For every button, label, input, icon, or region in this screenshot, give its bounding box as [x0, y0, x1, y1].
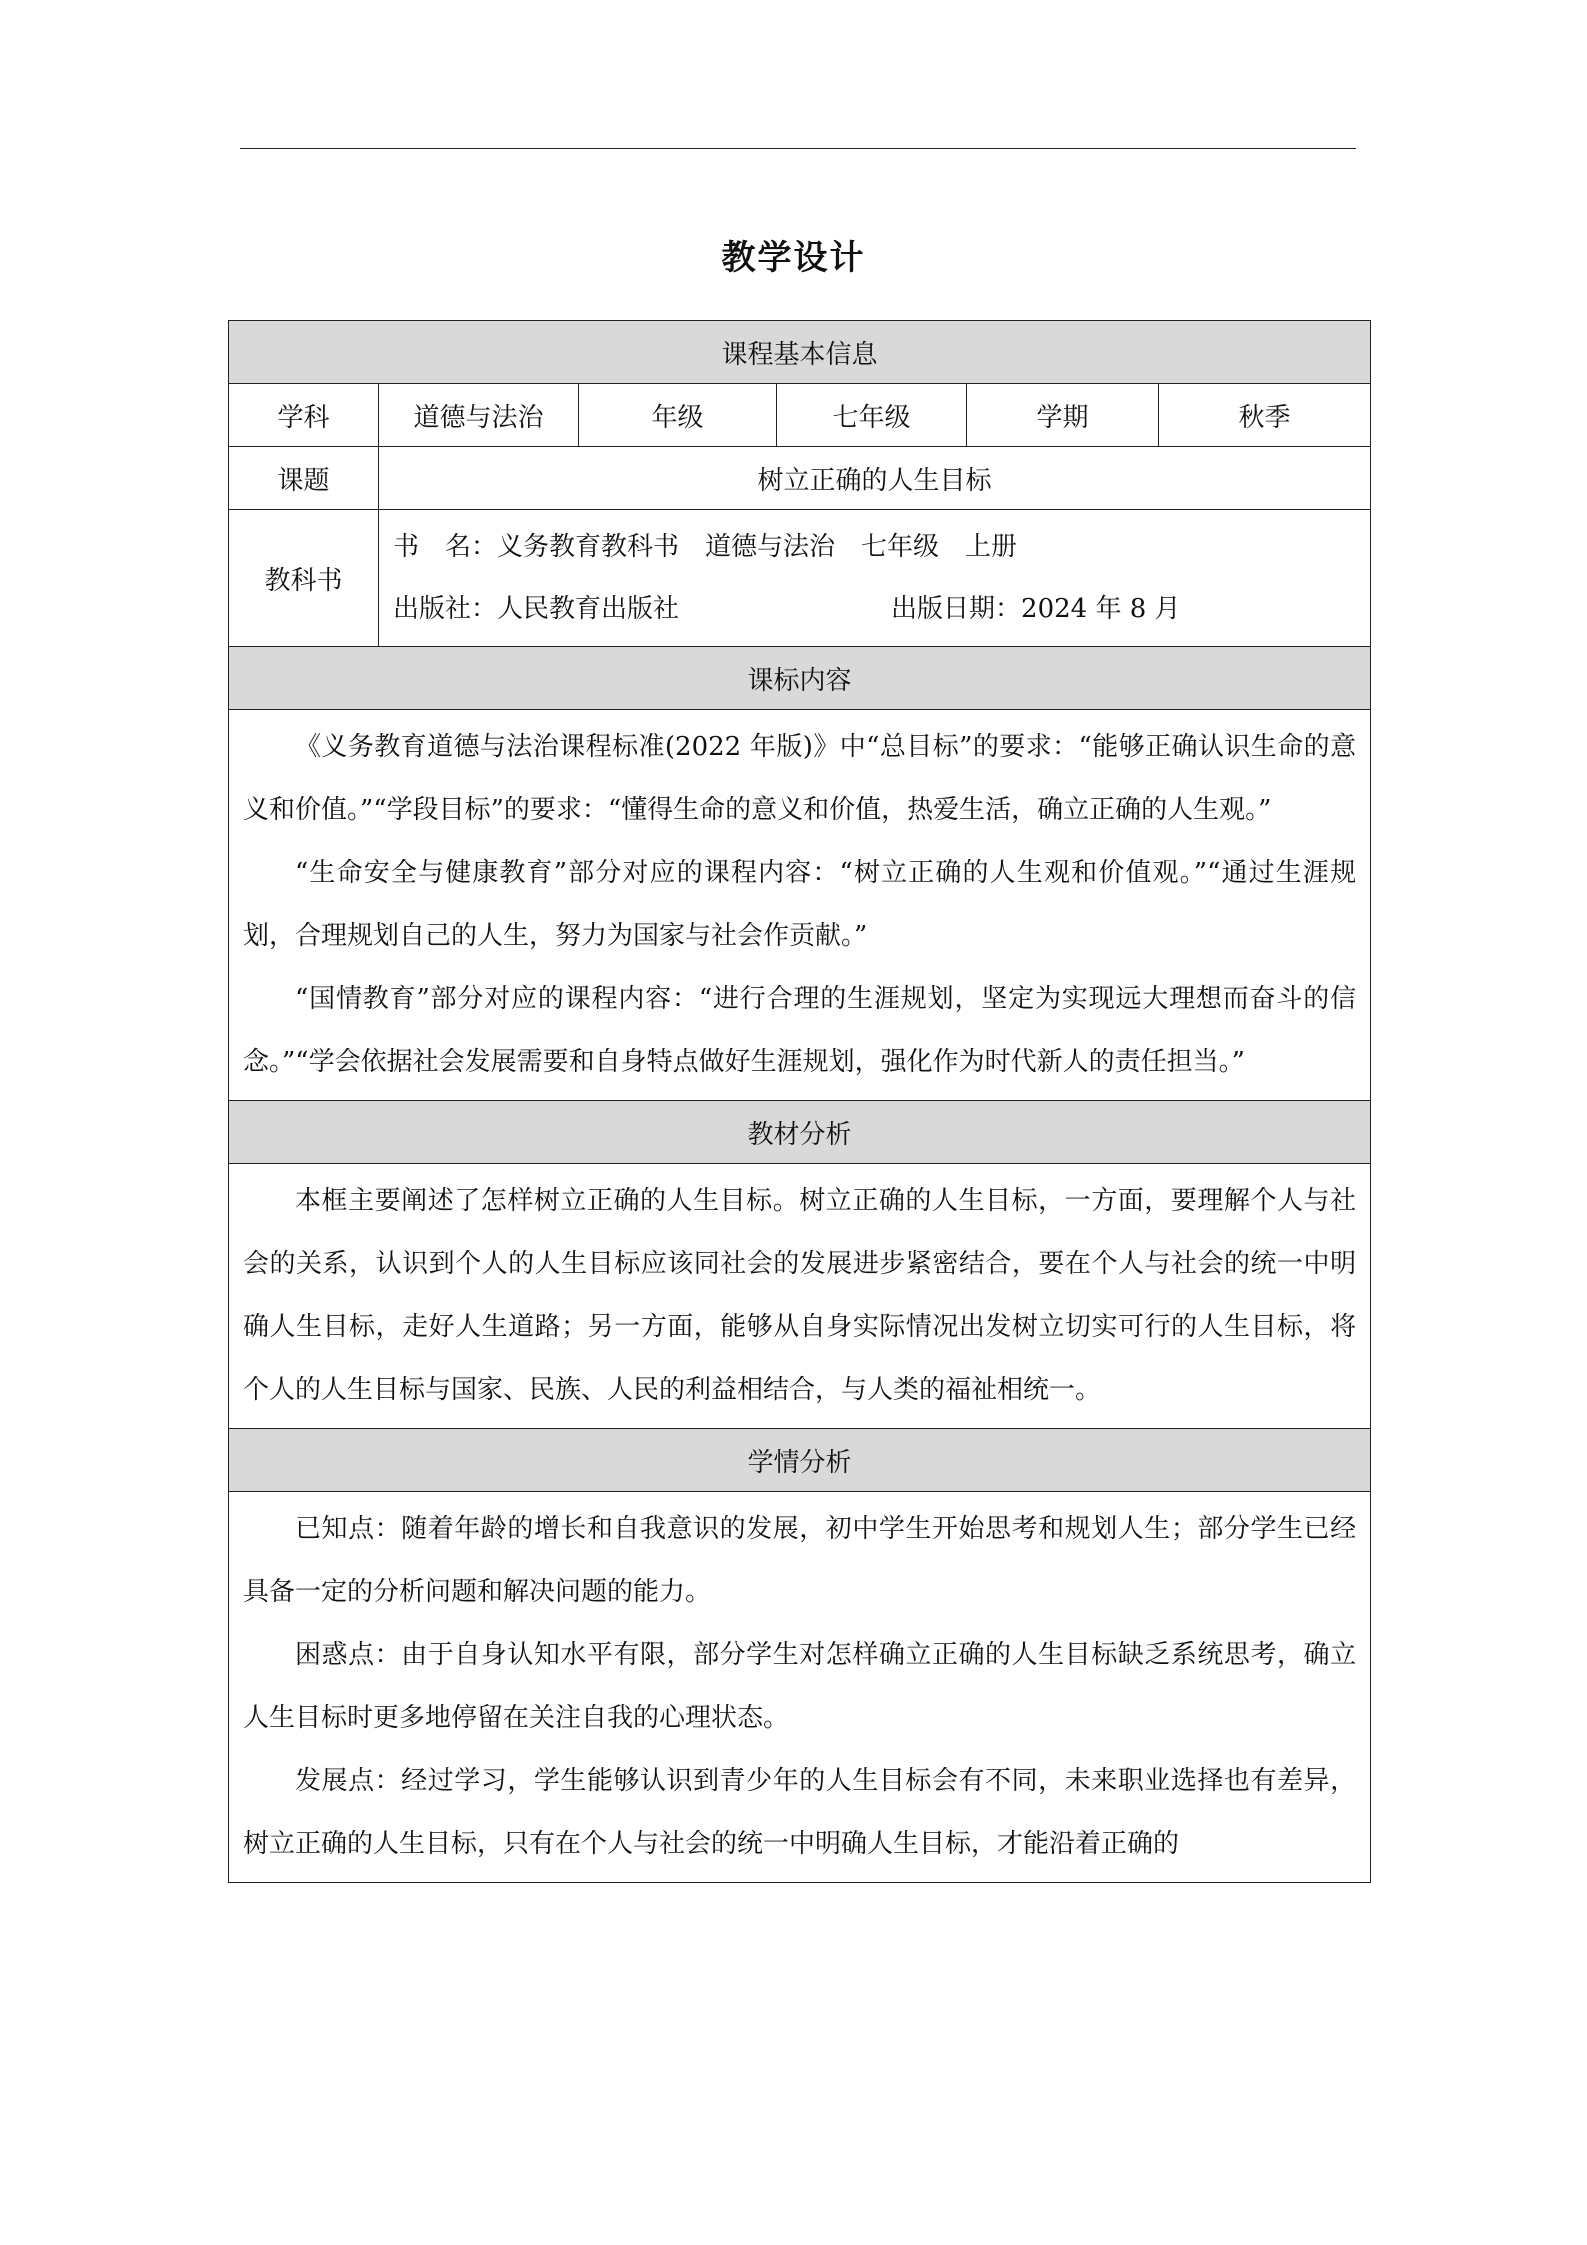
material-content-row — [229, 1164, 1371, 1429]
standards-content-row — [229, 710, 1371, 1101]
students-paragraph: 已知点：随着年龄的增长和自我意识的发展，初中学生开始思考和规划人生；部分学生已经具备一定的分析问题和解决问题的能力。 — [243, 1514, 1357, 1607]
standards-content — [229, 710, 1371, 1101]
grade-label: 年级 — [579, 384, 777, 447]
term-label: 学期 — [967, 384, 1159, 447]
book-name-label: 书 名： — [393, 532, 498, 562]
students-paragraph: 困惑点：由于自身认知水平有限，部分学生对怎样确立正确的人生目标缺乏系统思考，确立人生目标时更多地停留在关注自我的心理状态。 — [243, 1640, 1357, 1733]
lesson-design-table — [228, 320, 1371, 1883]
grade-value: 七年级 — [777, 384, 967, 447]
textbook-row — [229, 510, 1371, 647]
section-header-standards: 课标内容 — [229, 647, 1371, 710]
subject-value: 道德与法治 — [379, 384, 579, 447]
pub-date-value: 2024 年 8 月 — [1021, 594, 1181, 624]
document-title: 教学设计 — [721, 238, 866, 278]
header-rule — [240, 148, 1356, 149]
term-value: 秋季 — [1159, 384, 1371, 447]
textbook-info — [379, 510, 1371, 647]
section-header-students: 学情分析 — [229, 1429, 1371, 1492]
students-content-row — [229, 1492, 1371, 1883]
students-header-row — [229, 1429, 1371, 1492]
publisher-line — [393, 578, 1356, 640]
basic-info-header-row — [229, 321, 1371, 384]
topic-value: 树立正确的人生目标 — [379, 447, 1371, 510]
standards-paragraph: “国情教育”部分对应的课程内容：“进行合理的生涯规划，坚定为实现远大理想而奋斗的信念。”“学会依据社会发展需要和自身特点做好生涯规划，强化作为时代新人的责任担当。” — [243, 984, 1357, 1077]
section-header-basic-info: 课程基本信息 — [229, 321, 1371, 384]
material-paragraph: 本框主要阐述了怎样树立正确的人生目标。树立正确的人生目标，一方面，要理解个人与社会的关系，认识到个人的人生目标应该同社会的发展进步紧密结合，要在个人与社会的统一中明确人生目标，走好人生道路；另一方面，能够从自身实际情况出发树立切实可行的人生目标，将个人的人生目标与国家、民族、人民的利益相结合，与人类的福祉相统一。 — [243, 1186, 1357, 1405]
standards-header-row — [229, 647, 1371, 710]
students-content — [229, 1492, 1371, 1883]
book-name-value: 义务教育教科书 道德与法治 七年级 上册 — [497, 532, 1018, 562]
section-header-material: 教材分析 — [229, 1101, 1371, 1164]
pub-date-label: 出版日期： — [891, 594, 1022, 624]
topic-label: 课题 — [229, 447, 379, 510]
standards-paragraph: 《义务教育道德与法治课程标准(2022 年版)》中“总目标”的要求：“能够正确认识生命的意义和价值。”“学段目标”的要求：“懂得生命的意义和价值，热爱生活，确立正确的人生观。” — [243, 732, 1357, 825]
publisher-label: 出版社： — [393, 594, 498, 624]
subject-label: 学科 — [229, 384, 379, 447]
standards-paragraph: “生命安全与健康教育”部分对应的课程内容：“树立正确的人生观和价值观。”“通过生涯规划，合理规划自己的人生，努力为国家与社会作贡献。” — [243, 858, 1357, 951]
material-content — [229, 1164, 1371, 1429]
topic-row — [229, 447, 1371, 510]
book-name-line — [393, 516, 1356, 578]
subject-row — [229, 384, 1371, 447]
material-header-row — [229, 1101, 1371, 1164]
textbook-label: 教科书 — [229, 510, 379, 647]
publisher-value: 人民教育出版社 — [497, 594, 680, 624]
students-paragraph: 发展点：经过学习，学生能够认识到青少年的人生目标会有不同，未来职业选择也有差异，树立正确的人生目标，只有在个人与社会的统一中明确人生目标，才能沿着正确的 — [243, 1766, 1357, 1859]
